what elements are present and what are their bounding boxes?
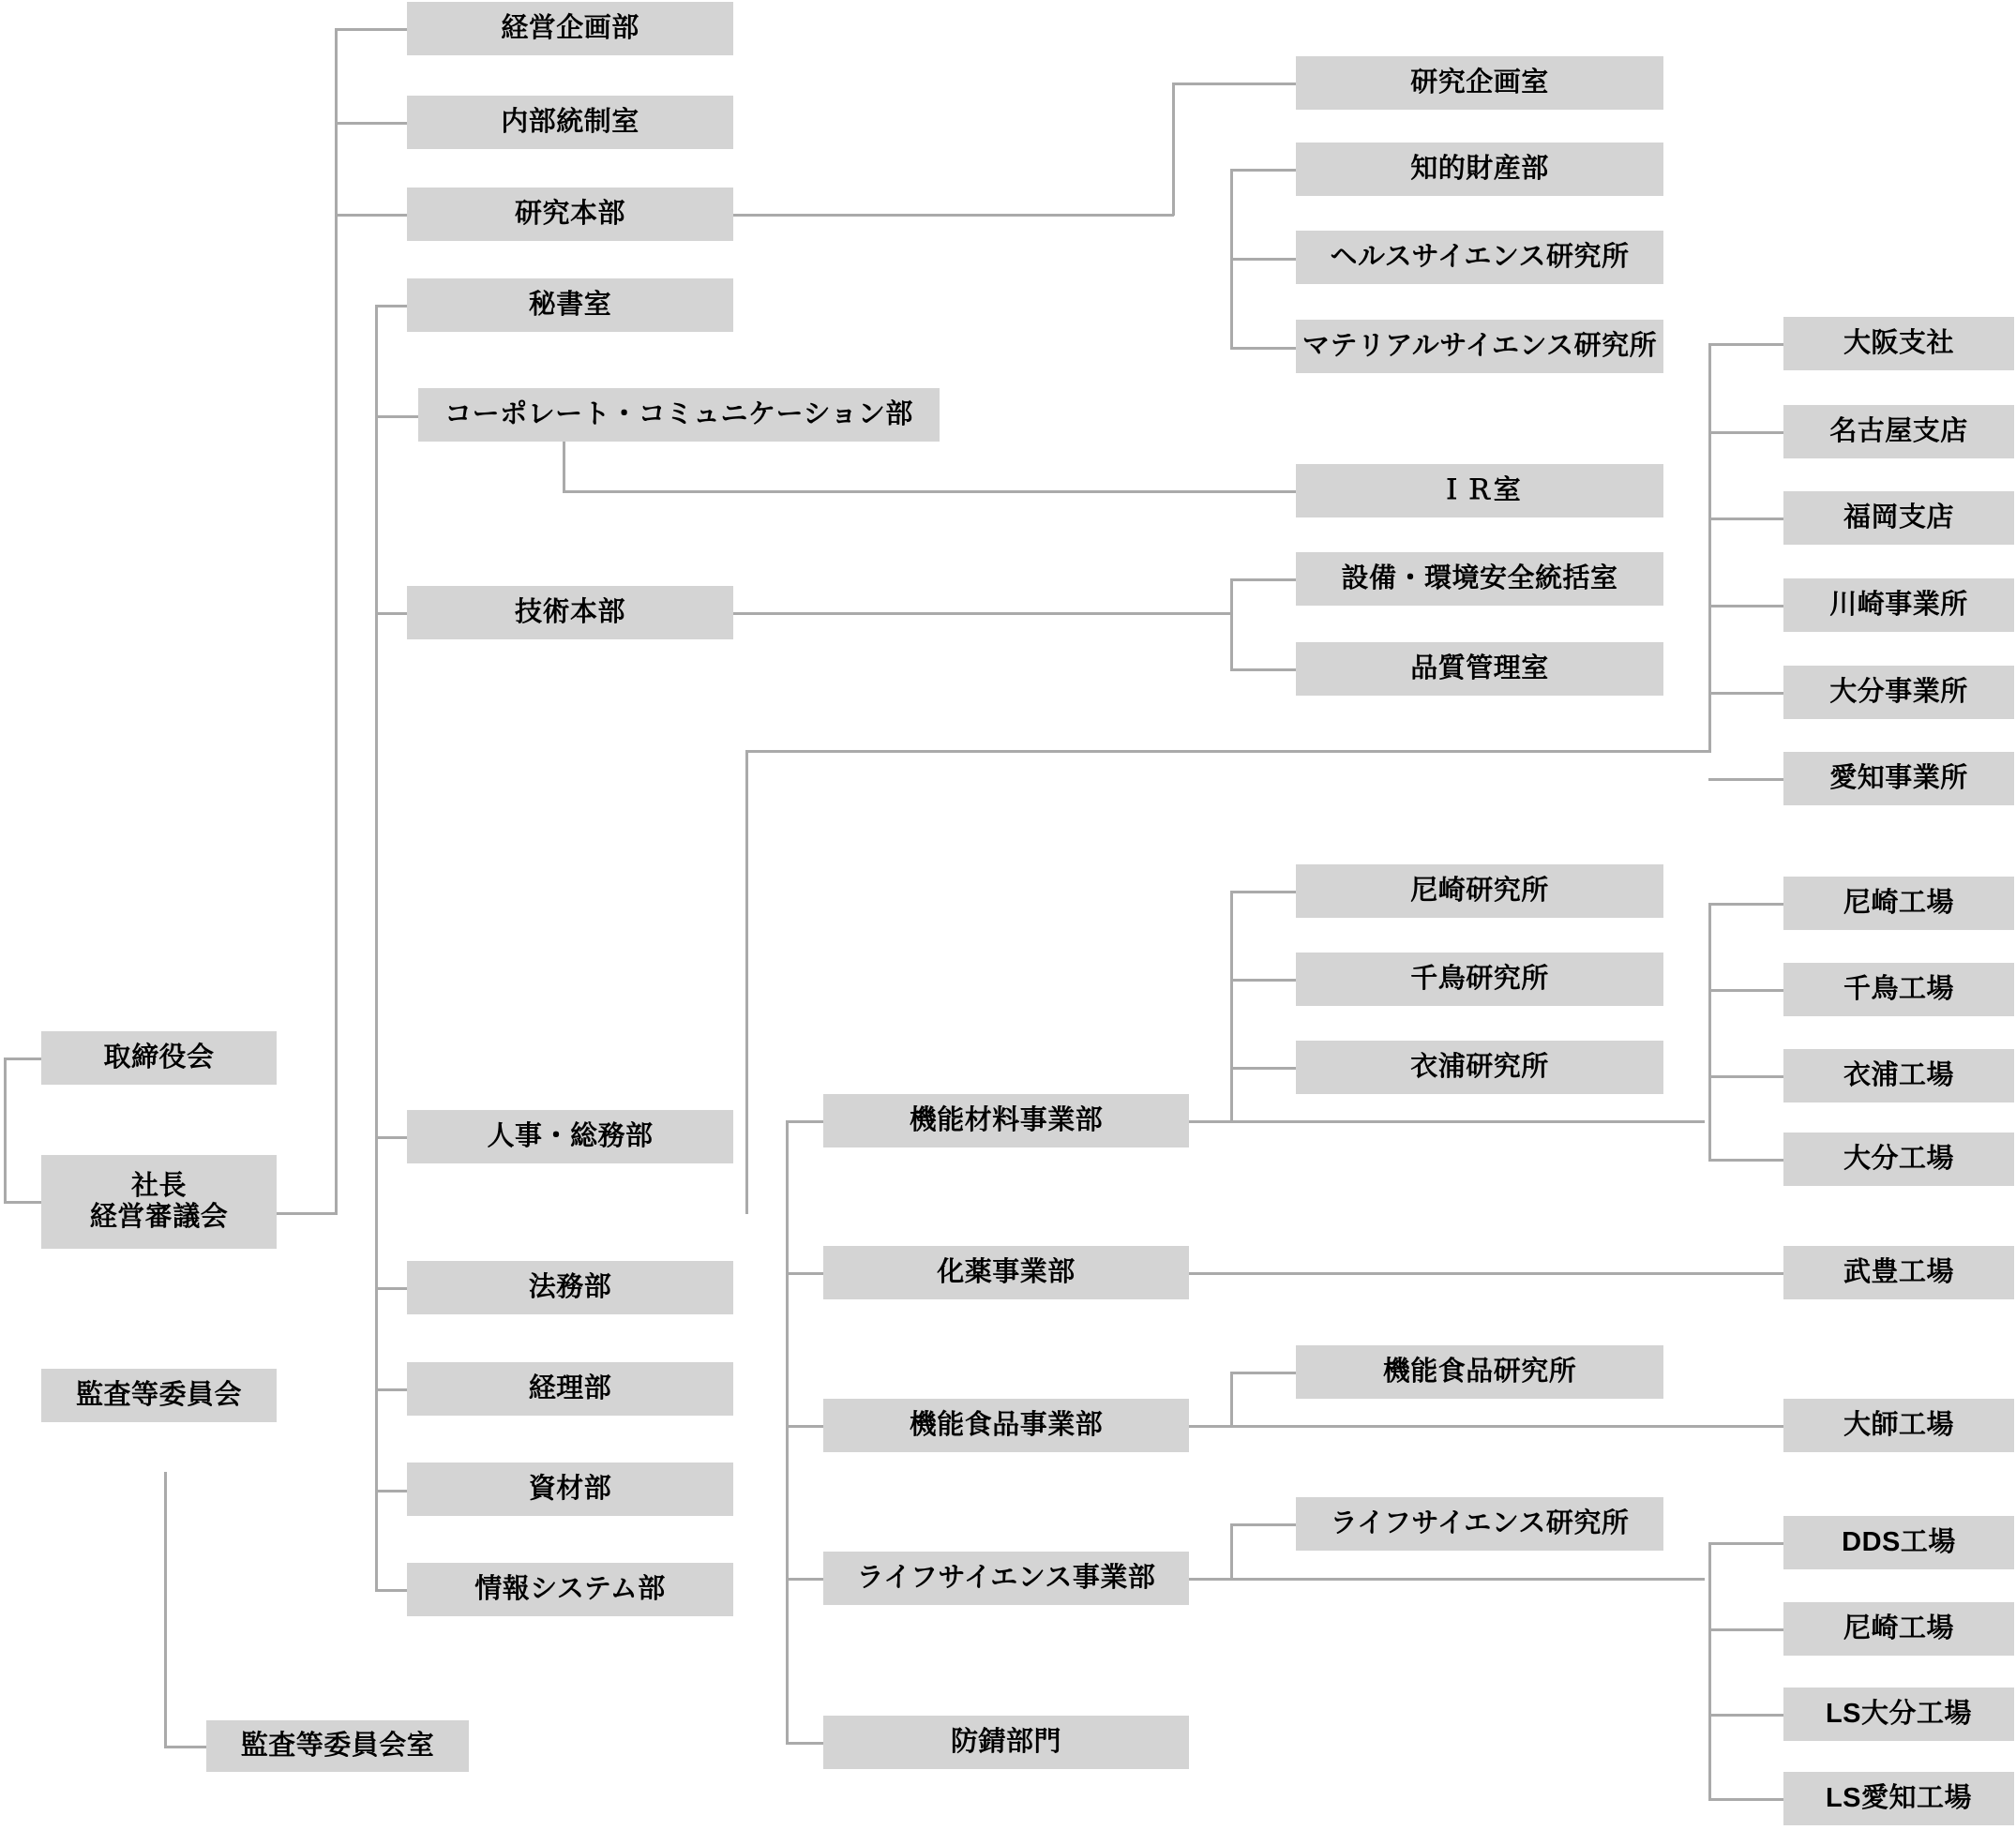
connector [1230,1372,1233,1428]
connector [733,612,1233,615]
node-tech-hq[interactable]: 技術本部 [407,586,733,639]
connector [375,1388,407,1391]
node-oita-office[interactable]: 大分事業所 [1783,666,2014,719]
node-materials[interactable]: 資材部 [407,1462,733,1516]
node-chemicals-div[interactable]: 化薬事業部 [823,1246,1189,1299]
connector [375,612,407,615]
connector [335,28,338,1214]
node-functional-food-div[interactable]: 機能食品事業部 [823,1399,1189,1452]
connector [1230,891,1233,1123]
connector [375,1490,407,1492]
connector [1189,1272,1783,1275]
node-osaka-branch[interactable]: 大阪支社 [1783,317,2014,370]
connector [1708,1542,1783,1545]
node-board[interactable]: 取締役会 [41,1031,277,1085]
node-chidori-lab[interactable]: 千鳥研究所 [1296,952,1663,1006]
connector [375,305,407,308]
node-secretariat[interactable]: 秘書室 [407,278,733,332]
connector [786,1578,823,1581]
node-kawasaki-office[interactable]: 川崎事業所 [1783,578,2014,632]
node-info-systems[interactable]: 情報システム部 [407,1563,733,1616]
node-functional-materials-div[interactable]: 機能材料事業部 [823,1094,1189,1148]
connector [745,750,748,1214]
node-audit-committee-office[interactable]: 監査等委員会室 [206,1720,469,1772]
node-health-science-lab[interactable]: ヘルスサイエンス研究所 [1296,231,1663,284]
node-chidori-plant[interactable]: 千鳥工場 [1783,963,2014,1016]
connector [164,1746,206,1748]
connector [1189,1425,1783,1428]
node-facility-env-safety[interactable]: 設備・環境安全統括室 [1296,552,1663,606]
node-corp-planning[interactable]: 経営企画部 [407,2,733,55]
node-ip-dept[interactable]: 知的財産部 [1296,142,1663,196]
connector [1708,343,1711,752]
connector [1189,1120,1705,1123]
connector [786,1120,789,1744]
connector [1708,692,1783,695]
connector [1708,518,1783,520]
connector [335,122,407,125]
node-research-hq[interactable]: 研究本部 [407,188,733,241]
connector [4,1201,41,1204]
connector [1708,1798,1783,1801]
node-taketoyo-plant[interactable]: 武豊工場 [1783,1246,2014,1299]
connector [1708,1075,1783,1078]
node-ls-oita-plant[interactable]: LS大分工場 [1783,1688,2014,1741]
node-kinuura-plant[interactable]: 衣浦工場 [1783,1049,2014,1102]
node-president-line1: 社長 [130,1170,187,1201]
connector [4,1058,7,1204]
connector [1708,1159,1783,1162]
connector [1708,903,1711,1161]
connector [563,490,1296,493]
node-legal[interactable]: 法務部 [407,1261,733,1314]
node-quality-control[interactable]: 品質管理室 [1296,642,1663,696]
connector [1230,1523,1296,1526]
connector [375,415,418,418]
connector [745,750,1711,753]
node-hr-general-affairs[interactable]: 人事・総務部 [407,1110,733,1163]
connector [786,1272,823,1275]
connector [1172,82,1296,85]
node-functional-food-lab[interactable]: 機能食品研究所 [1296,1345,1663,1399]
node-ls-aichi-plant[interactable]: LS愛知工場 [1783,1772,2014,1825]
node-dds-plant[interactable]: DDS工場 [1783,1516,2014,1569]
connector [1230,668,1296,671]
connector [375,1589,407,1592]
node-accounting[interactable]: 経理部 [407,1362,733,1416]
node-president[interactable] [41,1155,277,1249]
connector [1708,1542,1711,1800]
connector [1230,979,1296,982]
connector [1230,1523,1233,1581]
connector [335,214,407,217]
connector [1708,431,1783,434]
node-ir-office[interactable]: ＩＲ室 [1296,464,1663,518]
connector [1230,578,1233,671]
node-rust-prevention-div[interactable]: 防錆部門 [823,1716,1189,1769]
node-nagoya-branch[interactable]: 名古屋支店 [1783,405,2014,458]
connector [1708,605,1783,608]
node-ls-amagasaki-plant[interactable]: 尼崎工場 [1783,1602,2014,1656]
connector [1230,258,1296,261]
node-president-line2: 経営審議会 [89,1202,229,1232]
connector [1230,1067,1296,1070]
connector [335,28,407,31]
connector [1708,1714,1783,1717]
connector [1230,578,1296,581]
connector [1708,989,1783,992]
connector [164,1472,167,1748]
connector [1230,891,1296,893]
connector [1708,903,1783,906]
connector [1230,1372,1296,1374]
connector [1708,778,1783,781]
connector [1708,343,1783,346]
node-aichi-office[interactable]: 愛知事業所 [1783,752,2014,805]
node-material-science-lab[interactable]: マテリアルサイエンス研究所 [1296,320,1663,373]
node-fukuoka-branch[interactable]: 福岡支店 [1783,491,2014,545]
node-audit-committee[interactable]: 監査等委員会 [41,1369,277,1422]
connector [375,305,378,1589]
connector [1230,347,1296,350]
connector [375,1287,407,1290]
connector [1172,82,1175,216]
node-corporate-communication[interactable]: コーポレート・コミュニケーション部 [418,388,940,442]
node-kinuura-lab[interactable]: 衣浦研究所 [1296,1041,1663,1094]
node-daishi-plant[interactable]: 大師工場 [1783,1399,2014,1452]
node-amagasaki-lab[interactable]: 尼崎研究所 [1296,864,1663,918]
connector [786,1742,823,1745]
connector [375,1136,407,1139]
connector [786,1120,823,1123]
connector [4,1058,41,1060]
node-amagasaki-plant[interactable]: 尼崎工場 [1783,877,2014,930]
connector [1708,1628,1783,1631]
node-research-planning[interactable]: 研究企画室 [1296,56,1663,110]
connector [1189,1578,1705,1581]
node-oita-plant[interactable]: 大分工場 [1783,1132,2014,1186]
node-internal-control[interactable]: 内部統制室 [407,96,733,149]
connector [1230,169,1296,172]
node-life-science-lab[interactable]: ライフサイエンス研究所 [1296,1497,1663,1551]
connector [733,214,1174,217]
node-life-science-div[interactable]: ライフサイエンス事業部 [823,1552,1189,1605]
connector [786,1425,823,1428]
connector [277,1212,338,1215]
